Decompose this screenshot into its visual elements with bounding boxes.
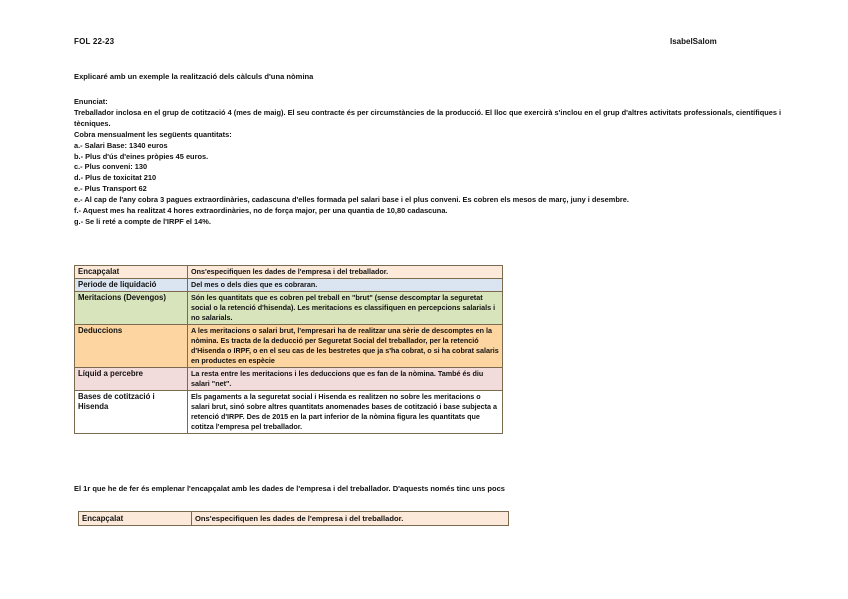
intro-text: Explicaré amb un exemple la realització dels càlculs d'una nòmina — [74, 72, 314, 81]
table-row — [75, 279, 503, 292]
statement-paragraph: Treballador inclosa en el grup de cotització 4 (mes de maig). El seu contracte és per circumstàncies de la producció. El lloc que exercirà s'inclou en el grup d'altres activitats professionals, científiques i tècniques. — [74, 107, 782, 128]
statement-item: e.- Plus Transport 62 — [74, 184, 147, 194]
concept-key: Periode de liquidació — [75, 279, 188, 292]
header-course: FOL 22-23 — [74, 37, 115, 46]
statement-item: g.- Se li reté a compte de l'IRPF el 14%. — [74, 216, 211, 226]
header-author: IsabelSalom — [670, 37, 717, 46]
concept-value: Ons'especifiquen les dades de l'empresa i del treballador. — [188, 266, 503, 279]
concept-key: Encapçalat — [79, 512, 192, 526]
concept-value: Els pagaments a la seguretat social i Hisenda es realitzen no sobre les meritacions o salari brut, sinó sobre altres quantitats anomenades bases de cotització i base subjecta a retenció d'IRPF. Des de 2015 en la part inferior de la nòmina figura les quantitats que cotitza l'empresa pel treballador. — [188, 391, 503, 434]
statement-item: a.- Salari Base: 1340 euros — [74, 140, 168, 150]
statement-title: Enunciat: — [74, 97, 108, 106]
statement-item: f.- Aquest mes ha realitzat 4 hores extraordinàries, no de força major, per una quantia de 10,80 cadascuna. — [74, 206, 448, 216]
bottom-paragraph: El 1r que he de fer és emplenar l'encapçalat amb les dades de l'empresa i del treballador. D'aquests només tinc uns pocs — [74, 484, 505, 493]
concept-key: Líquid a percebre — [75, 368, 188, 391]
header-section-table — [78, 511, 509, 526]
table-row — [75, 292, 503, 325]
statement-item: b.- Plus d'ús d'eines pròpies 45 euros. — [74, 151, 209, 161]
concept-key: Deduccions — [75, 325, 188, 368]
table-row — [75, 391, 503, 434]
statement-item: e.- Al cap de l'any cobra 3 pagues extraordinàries, cadascuna d'elles formada pel salari base i el plus conveni. Es cobren els mesos de març, juny i desembre. — [74, 195, 629, 205]
statement-item: d.- Plus de toxicitat 210 — [74, 173, 157, 183]
table-row — [79, 512, 509, 526]
payslip-concepts-table — [74, 265, 503, 434]
concept-key: Bases de cotització i Hisenda — [75, 391, 188, 434]
concept-value: Són les quantitats que es cobren pel treball en "brut" (sense descomptar la seguretat social o la retenció d'hisenda). Les meritacions es classifiquen en percepcions salarials i no salarials. — [188, 292, 503, 325]
concept-key: Meritacions (Devengos) — [75, 292, 188, 325]
concept-value: La resta entre les meritacions i les deduccions que es fan de la nòmina. També és diu salari "net". — [188, 368, 503, 391]
statement-paragraph: Cobra mensualment les següents quantitats: — [74, 129, 232, 139]
concept-value: A les meritacions o salari brut, l'empresari ha de realitzar una sèrie de descomptes en la nòmina. Es tracta de la deducció per Seguretat Social del treballador, per la retenció d'Hisenda o IRPF, o en el seu cas de les bestretes que ja s'ha cobrat, o si ha cobrat salaris en productes en espècie — [188, 325, 503, 368]
concept-value: Ons'especifiquen les dades de l'empresa i del treballador. — [192, 512, 509, 526]
concept-value: Del mes o dels dies que es cobraran. — [188, 279, 503, 292]
table-row — [75, 368, 503, 391]
table-row — [75, 325, 503, 368]
statement-item: c.- Plus conveni: 130 — [74, 162, 148, 172]
table-row — [75, 266, 503, 279]
concept-key: Encapçalat — [75, 266, 188, 279]
statement — [74, 97, 784, 228]
